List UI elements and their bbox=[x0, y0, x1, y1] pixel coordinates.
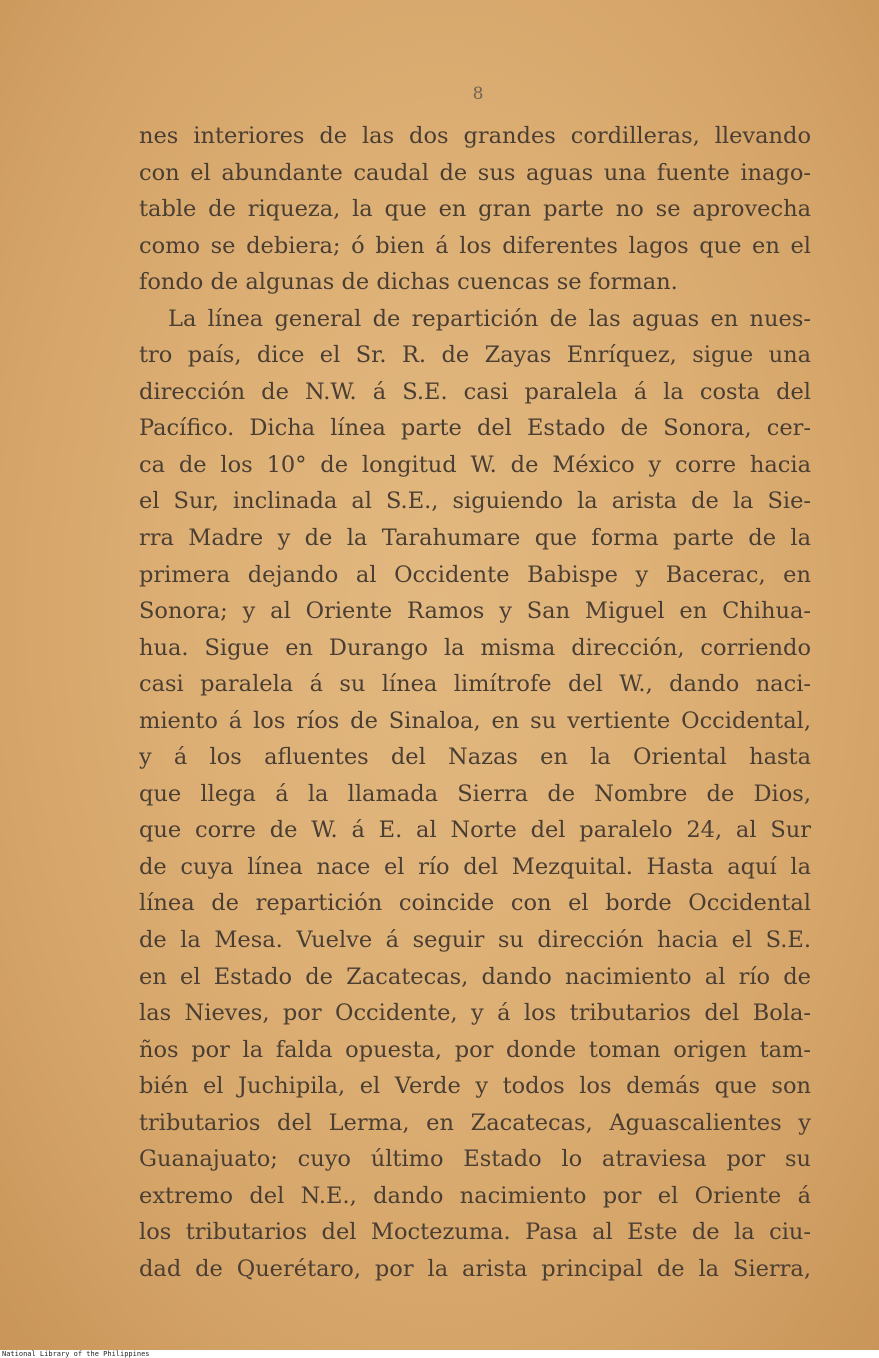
body-text bbox=[139, 118, 811, 1288]
text-line: ños por la falda opuesta, por donde toman origen tam- bbox=[139, 1036, 811, 1063]
text-line: extremo del N.E., dando nacimiento por el Oriente á bbox=[139, 1182, 811, 1209]
text-line: tro país, dice el Sr. R. de Zayas Enríquez, sigue una bbox=[139, 342, 811, 369]
text-line: las Nieves, por Occidente, y á los tributarios del Bola- bbox=[139, 1000, 811, 1027]
text-line: con el abundante caudal de sus aguas una fuente inago- bbox=[139, 159, 811, 186]
text-line: y á los afluentes del Nazas en la Oriental hasta bbox=[139, 744, 811, 771]
text-line: los tributarios del Moctezuma. Pasa al Este de la ciu- bbox=[139, 1219, 811, 1246]
text-line: Sonora; y al Oriente Ramos y San Miguel en Chihua- bbox=[139, 598, 811, 625]
text-line: hua. Sigue en Durango la misma dirección, corriendo bbox=[139, 634, 811, 661]
text-line: ca de los 10° de longitud W. de México y corre hacia bbox=[139, 451, 811, 478]
library-credit: National Library of the Philippines bbox=[2, 1350, 150, 1358]
text-line: La línea general de repartición de las aguas en nues- bbox=[168, 305, 811, 332]
text-line: en el Estado de Zacatecas, dando nacimiento al río de bbox=[139, 963, 811, 990]
text-line: de la Mesa. Vuelve á seguir su dirección hacia el S.E. bbox=[139, 927, 811, 954]
text-line: tributarios del Lerma, en Zacatecas, Aguascalientes y bbox=[139, 1109, 811, 1136]
text-line: rra Madre y de la Tarahumare que forma parte de la bbox=[139, 525, 811, 552]
text-line: Pacífico. Dicha línea parte del Estado de Sonora, cer- bbox=[139, 415, 811, 442]
text-line: fondo de algunas de dichas cuencas se forman. bbox=[139, 269, 678, 296]
text-line: miento á los ríos de Sinaloa, en su vertiente Occidental, bbox=[139, 707, 811, 734]
text-line: nes interiores de las dos grandes cordilleras, llevando bbox=[139, 123, 811, 149]
text-line: bién el Juchipila, el Verde y todos los demás que son bbox=[139, 1073, 811, 1100]
text-line: primera dejando al Occidente Babispe y Bacerac, en bbox=[139, 561, 811, 588]
text-line: de cuya línea nace el río del Mezquital. Hasta aquí la bbox=[139, 853, 811, 880]
text-line: como se debiera; ó bien á los diferentes lagos que en el bbox=[139, 232, 811, 259]
text-line: que llega á la llamada Sierra de Nombre de Dios, bbox=[139, 780, 811, 807]
text-line: dirección de N.W. á S.E. casi paralela á la costa del bbox=[139, 378, 811, 405]
text-line: Guanajuato; cuyo último Estado lo atraviesa por su bbox=[139, 1146, 811, 1173]
footer-strip bbox=[0, 1350, 879, 1358]
text-line: que corre de W. á E. al Norte del paralelo 24, al Sur bbox=[139, 817, 811, 844]
text-line: table de riqueza, la que en gran parte no se aprovecha bbox=[139, 196, 811, 223]
text-line: dad de Querétaro, por la arista principal de la Sierra, bbox=[139, 1255, 811, 1282]
text-line: línea de repartición coincide con el borde Occidental bbox=[139, 890, 811, 917]
text-line: el Sur, inclinada al S.E., siguiendo la arista de la Sie- bbox=[139, 488, 811, 515]
text-line: casi paralela á su línea limítrofe del W., dando naci- bbox=[139, 671, 811, 698]
page-number: 8 bbox=[472, 84, 484, 104]
